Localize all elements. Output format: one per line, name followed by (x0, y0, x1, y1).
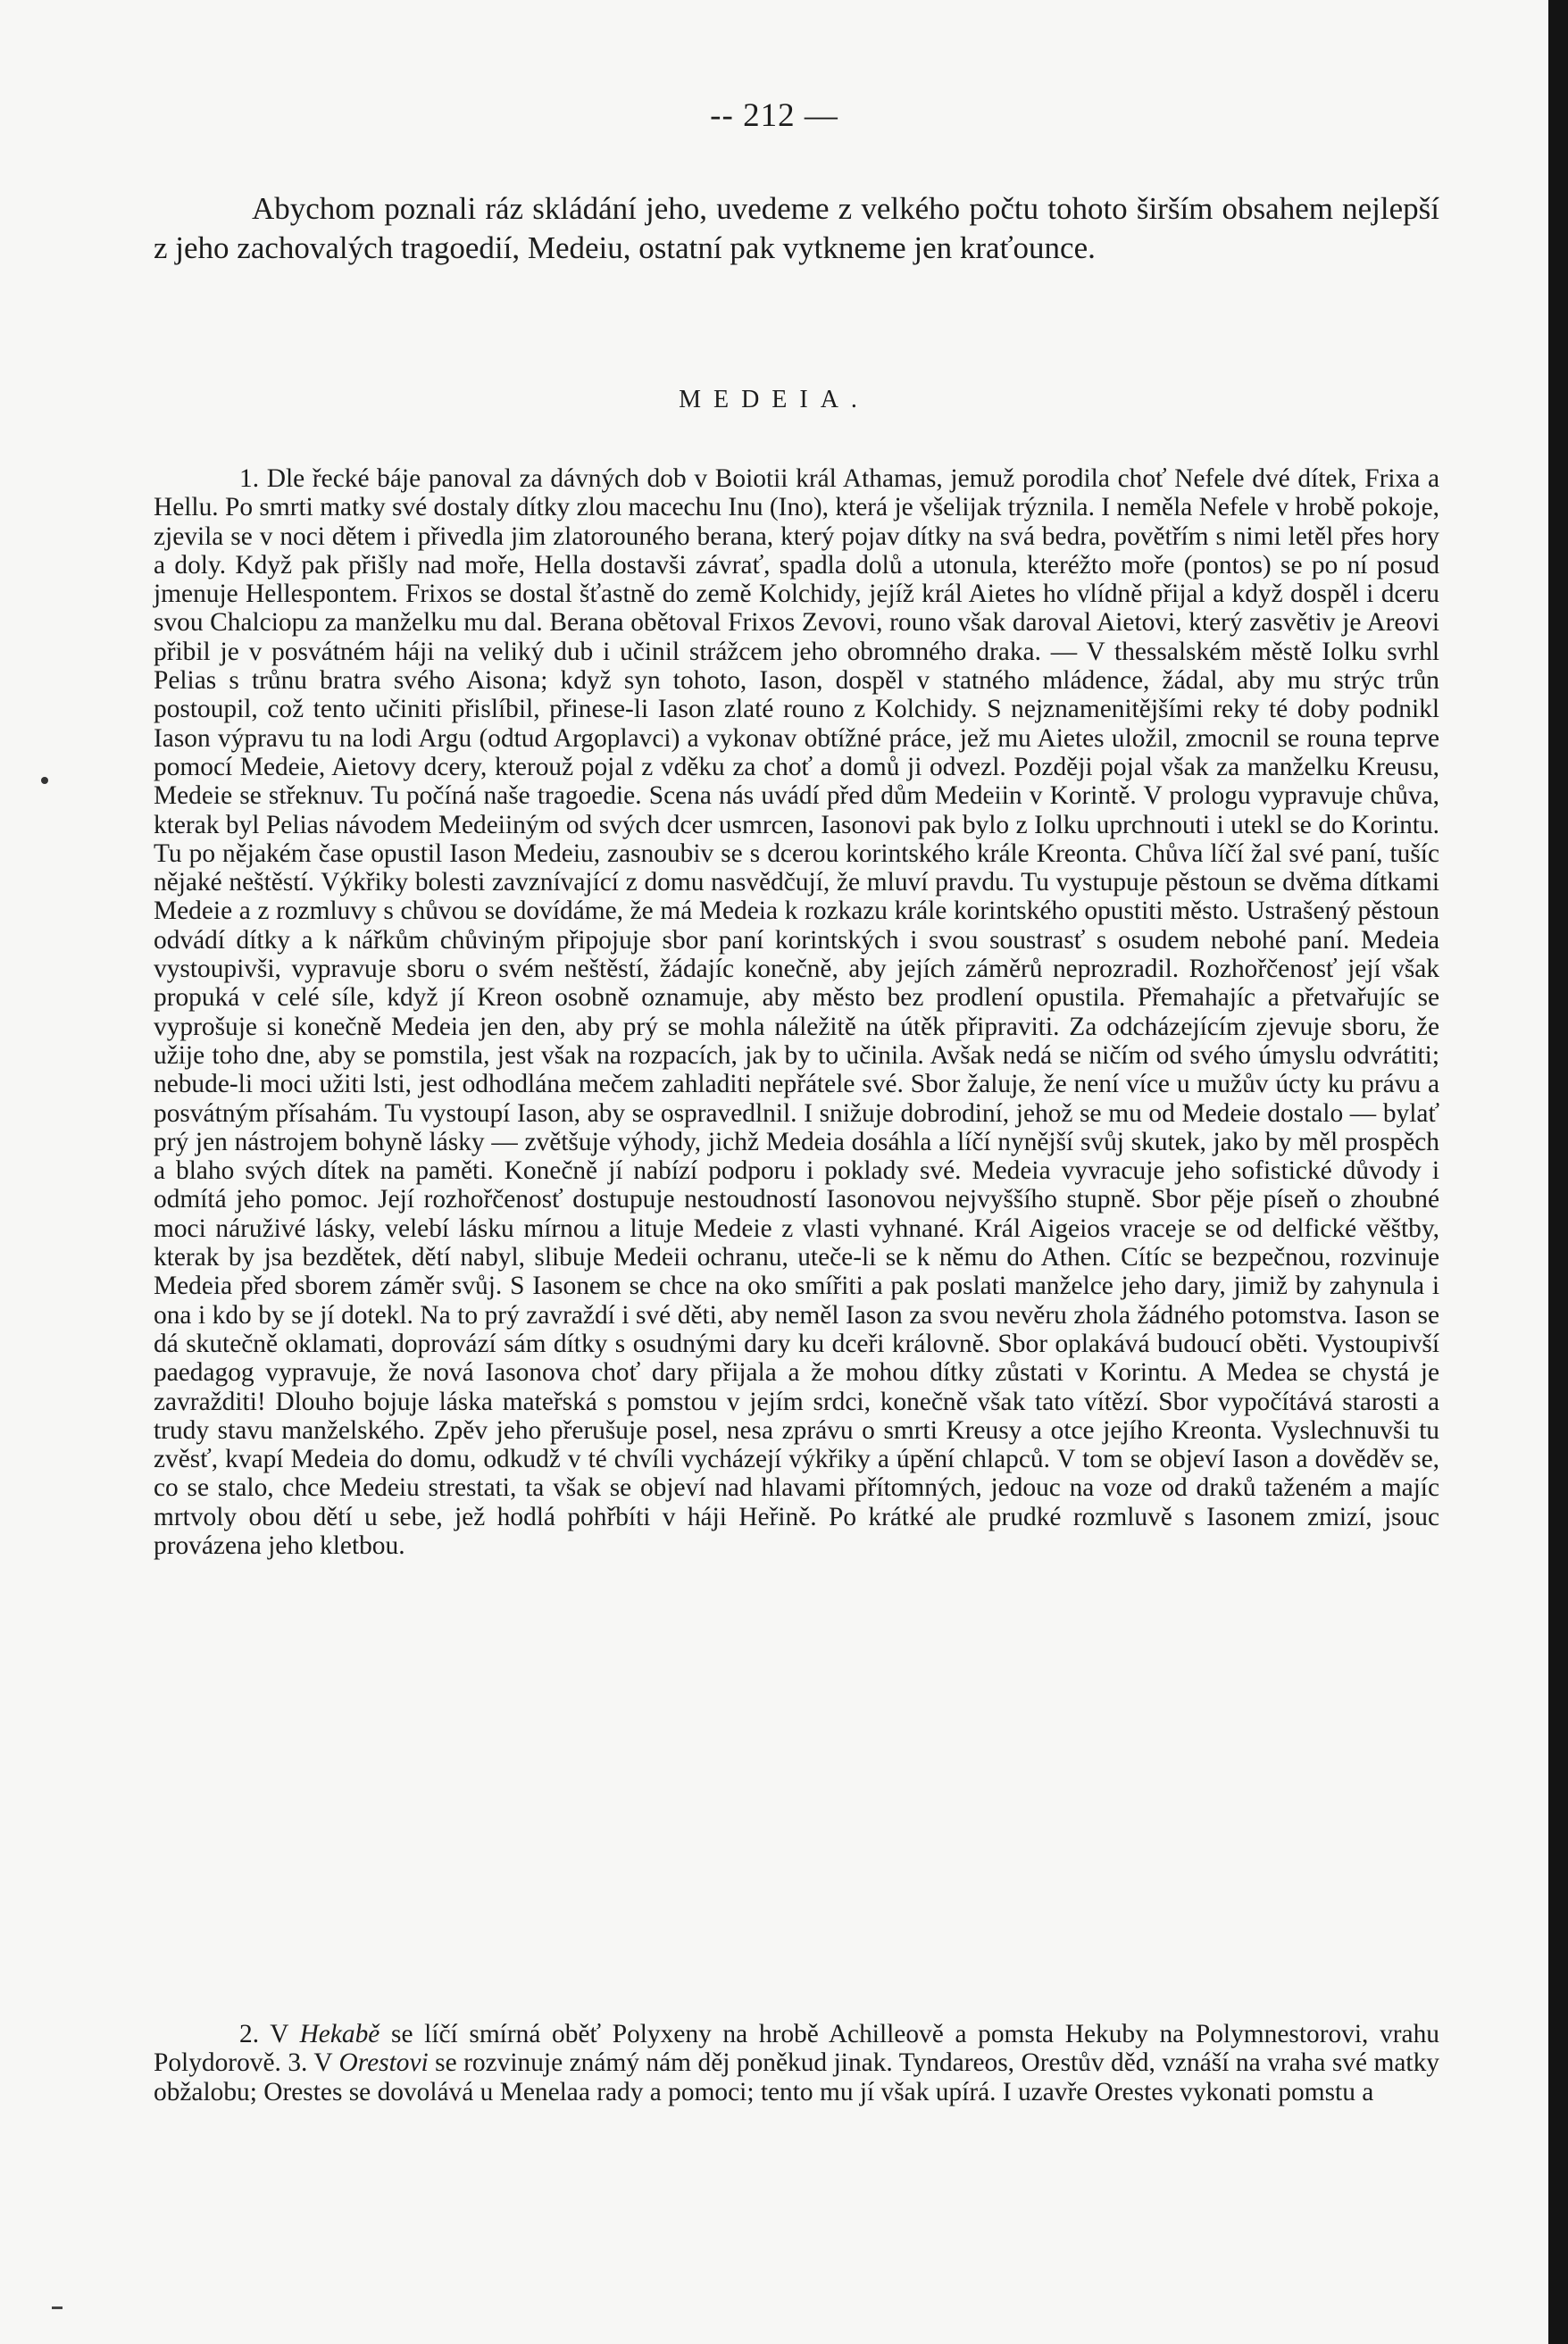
title-hekabe: Hekabě (299, 2020, 380, 2048)
margin-dot (41, 777, 48, 784)
page-number: -- 212 — (710, 97, 838, 134)
section-heading: MEDEIA. (679, 386, 870, 413)
section-2-paragraph (154, 2020, 1439, 2106)
scan-speck (52, 2306, 63, 2309)
scan-dark-edge (1548, 0, 1568, 2344)
title-orestes: Orestovi (338, 2048, 429, 2078)
section-2-text-1: 2. V (239, 2020, 300, 2048)
intro-paragraph: Abychom poznali ráz skládání jeho, uvedeme z velkého počtu tohoto širším obsahem nejlepší z jeho zachovalých tragoedií, Medeiu, ostatní pak vytkneme jen kraťounce. (154, 191, 1439, 265)
section-2-text-2: se líčí smírná oběť Polyxeny na hrobě Achilleově a pomsta Hekuby na Polymnestorovi, vrahu Polydorově. 3. V (154, 2020, 1439, 2078)
section-1-paragraph: 1. Dle řecké báje panoval za dávných dob v Boiotii král Athamas, jemuž porodila choť Nefele dvé dítek, Frixa a Hellu. Po smrti matky své dostaly dítky zlou macechu Inu (Ino), která je všelijak trýznila. I neměla Nefele v hrobě pokoje, zjevila se v noci dětem i přivedla jim zlatorouného berana, který pojav dítky na svá bedra, povětřím s nimi letěl přes hory a doly. Když pak přišly nad moře, Hella dostavši závrať, spadla dolů a utonula, kteréžto moře (pontos) se po ní posud jmenuje Hellespontem. Frixos se dostal šťastně do země Kolchidy, jejíž král Aietes ho vlídně přijal a když dospěl i dceru svou Chalciopu za manželku mu dal. Berana obětoval Frixos Zevovi, rouno však daroval Aietovi, který zasvětiv je Areovi přibil je v posvátném háji na veliký dub i učinil strážcem jeho obromného draka. — V thessalském městě Iolku svrhl Pelias s trůnu bratra svého Aisona; když syn tohoto, Iason, dospěl v statného mládence, žádal, aby mu strýc trůn postoupil, což tento učiniti přislíbil, přinese-li Iason zlaté rouno z Kolchidy. S nejznamenitějšími reky té doby podnikl Iason výpravu tu na lodi Argu (odtud Argoplavci) a vykonav obtížné práce, jež mu Aietes uložil, zmocnil se rouna teprve pomocí Medeie, Aietovy dcery, kterouž pojal z vděku za choť a domů ji odvezl. Později pojal však za manželku Kreusu, Medeie se střeknuv. Tu počíná naše tragoedie. Scena nás uvádí před dům Medeiin v Korintě. V prologu vypravuje chůva, kterak byl Pelias návodem Medeiiným od svých dcer usmrcen, Iasonovi pak bylo z Iolku uprchnouti i utekl se do Korintu. Tu po nějakém čase opustil Iason Medeiu, zasnoubiv se s dcerou korintského krále Kreonta. Chůva líčí žal své paní, tušíc nějaké neštěstí. Výkřiky bolesti zavznívající z domu nasvědčují, že mluví pravdu. Tu vystupuje pěstoun se dvěma dítkami Medeie a z rozmluvy s chůvou se dovídáme, že má Medeia k rozkazu krále korintského opustiti město. Ustrašený pěstoun odvádí dítky a k nářkům chůviným připojuje sbor paní korintských i svou soustrasť s osudem nebohé paní. Medeia vystoupivši, vypravuje sboru o svém neštěstí, žádajíc konečně, aby jejích záměrů neprozradil. Rozhořčenosť její však propuká v celé síle, když jí Kreon osobně oznamuje, aby město bez prodlení opustila. Přemahajíc a přetvařujíc se vyprošuje si konečně Medeia jen den, aby prý se mohla náležitě na útěk připraviti. Za odcházejícím zjevuje sboru, že užije toho dne, aby se pomstila, jest však na rozpacích, jak by to učinila. Avšak nedá se ničím od svého úmyslu odvrátiti; nebude-li moci užiti lsti, jest odhodlána mečem zahladiti nepřátele své. Sbor žaluje, že není více u mužův úcty ku právu a posvátným přísahám. Tu vystoupí Iason, aby se ospravedlnil. I snižuje dobrodiní, jehož se mu od Medeie dostalo — bylať prý jen nástrojem bohyně lásky — zvětšuje výhody, jichž Medeia dosáhla a líčí nynější svůj skutek, jako by měl prospěch a blaho svých dítek na paměti. Konečně jí nabízí podporu i poklady své. Medeia vyvracuje jeho sofistické důvody i odmítá jeho pomoc. Její rozhořčenosť dostupuje nestoudností Iasonovou nejvyššího stupně. Sbor pěje píseň o zhoubné moci náruživé lásky, velebí lásku mírnou a lituje Medeie z vlasti vyhnané. Král Aigeios vraceje se od delfické věštby, kterak by jsa bezdětek, dětí nabyl, slibuje Medeii ochranu, uteče-li se k němu do Athen. Cítíc se bezpečnou, rozvinuje Medeia před sborem záměr svůj. S Iasonem se chce na oko smířiti a pak poslati manželce jeho dary, jimiž by zahynula i ona i kdo by se jí dotekl. Na to prý zavraždí i své děti, aby neměl Iason za svou nevěru zhola žádného potomstva. Iason se dá skutečně oklamati, doprovází sám dítky s osudnými dary ku dceři královně. Sbor oplakává budoucí oběti. Vystoupivší paedagog vypravuje, že nová Iasonova choť dary přijala a že mohou dítky zůstati v Korintu. A Medea se chystá je zavražditi! Dlouho bojuje láska mateřská s pomstou v jejím srdci, konečně však tato vítězí. Sbor vypočítává starosti a trudy stavu manželského. Zpěv jeho přerušuje posel, nesa zprávu o smrti Kreusy a otce jejího Kreonta. Vyslechnuvši tu zvěsť, kvapí Medeia do domu, odkudž v té chvíli vycházejí výkřiky a úpění chlapců. V tom se objeví Iason a dověděv se, co se stalo, chce Medeiu strestati, ta však se objeví nad hlavami přítomných, jedouc na voze od draků taženém a majíc mrtvoly obou dětí u sebe, jež hodlá pohřbíti v háji Heřině. Po krátké ale prudké rozmluvě s Iasonem zmizí, jsouc provázena jeho kletbou. (154, 464, 1439, 1560)
section-2-text-3: se rozvinuje známý nám děj poněkud jinak. Tyndareos, Orestův děd, vznáší na vraha své matky obžalobu; Orestes se dovolává u Menelaa rady a pomoci; tento mu jí však upírá. I uzavře Orestes vykonati pomstu a (154, 2048, 1439, 2106)
